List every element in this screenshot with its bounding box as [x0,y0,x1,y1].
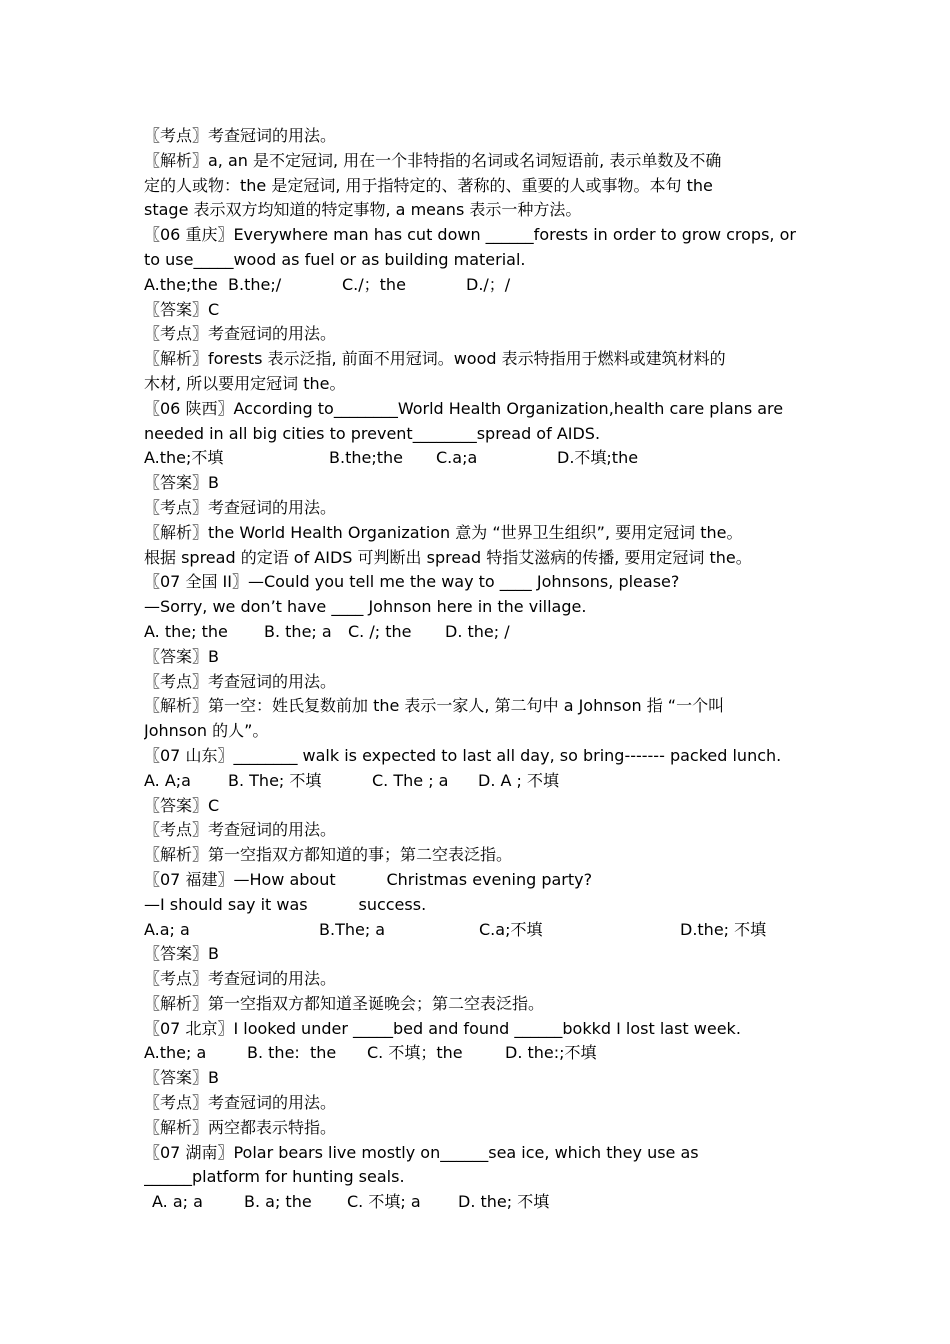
option-a: A.the;不填 [144,448,224,468]
option-c: C. 不填; a [347,1192,421,1212]
text-line: 〖考点〗考查冠词的用法。 [144,126,337,145]
option-a: A.the;the [144,274,218,294]
option-d: D. the; / [445,621,510,641]
question-line: —Sorry, we don’t have ____ Johnson here in the village. [144,597,587,617]
document-body [144,124,814,1215]
question-line: to use_____wood as fuel or as building material. [144,249,526,269]
text-line: stage 表示双方均知道的特定事物, a means 表示一种方法。 [144,200,582,220]
answer-options [144,446,814,471]
answer-line: 〖答案〗B [144,473,219,493]
question-line: 〖06 重庆〗Everywhere man has cut down ______forests in order to grow crops, or [144,225,796,245]
answer-options [144,620,814,645]
answer-options [144,918,814,943]
option-d: D.the; 不填 [680,919,767,939]
option-b: B.The; a [319,919,386,939]
option-b: B. a; the [244,1192,312,1212]
question-line: —I should say it was success. [144,894,427,914]
answer-line: 〖答案〗B [144,646,219,666]
question-line: 〖07 全国 II〗—Could you tell me the way to ____ Johnsons, please? [144,572,680,592]
option-a: A.the; a [144,1043,207,1063]
option-b: B.the;/ [228,274,282,294]
option-d: D. A ; 不填 [478,770,560,790]
question-line: ______platform for hunting seals. [144,1167,405,1187]
option-d: D.不填;the [557,448,639,468]
option-a: A. a; a [152,1192,203,1212]
text-line: 根据 spread 的定语 of AIDS 可判断出 spread 特指艾滋病的传播, 要用定冠词 the。 [144,547,752,567]
text-line: 〖解析〗第一空：姓氏复数前加 the 表示一家人, 第二句中 a Johnson 指 “一个叫 [144,696,725,716]
option-c: C.a;不填 [479,919,543,939]
text-line: Johnson 的人”。 [144,721,269,741]
question-line: 〖07 福建〗—How about Christmas evening party? [144,869,593,889]
text-line: 〖考点〗考查冠词的用法。 [144,1093,337,1113]
option-b: B. the; a [264,621,332,641]
text-line: 木材, 所以要用定冠词 the。 [144,373,346,393]
text-line: 〖考点〗考查冠词的用法。 [144,969,337,989]
option-c: C. /; the [348,621,412,641]
text-line: 〖考点〗考查冠词的用法。 [144,324,337,344]
answer-options [144,769,814,794]
option-d: D. the; 不填 [458,1192,550,1212]
answer-options [144,273,814,298]
question-line: needed in all big cities to prevent________spread of AIDS. [144,423,601,443]
answer-line: 〖答案〗B [144,1068,219,1088]
text-line: 定的人或物：the 是定冠词, 用于指特定的、著称的、重要的人或事物。本句 the [144,175,713,195]
option-b: B.the;the [329,448,403,468]
option-a: A. the; the [144,621,228,641]
text-line: 〖解析〗the World Health Organization 意为 “世界卫生组织”, 要用定冠词 the。 [144,522,743,542]
option-d: D. the:;不填 [505,1043,597,1063]
text-line: 〖考点〗考查冠词的用法。 [144,671,337,691]
text-line: 〖解析〗forests 表示泛指, 前面不用冠词。wood 表示特指用于燃料或建筑材料的 [144,349,726,369]
text-line: 〖解析〗两空都表示特指。 [144,1117,337,1137]
option-a: A. A;a [144,770,191,790]
answer-line: 〖答案〗C [144,299,220,319]
answer-options [144,1190,814,1215]
option-b: B. The; 不填 [228,770,322,790]
answer-line: 〖答案〗C [144,795,220,815]
question-line: 〖07 湖南〗Polar bears live mostly on______sea ice, which they use as [144,1142,699,1162]
option-d: D./；/ [466,274,511,294]
text-line: 〖解析〗第一空指双方都知道的事；第二空表泛指。 [144,845,513,865]
question-line: 〖07 山东〗________ walk is expected to last all day, so bring------- packed lunch. [144,745,782,765]
option-b: B. the: the [247,1043,337,1063]
option-c: C. 不填；the [367,1043,463,1063]
option-c: C.a;a [436,448,478,468]
question-line: 〖06 陕西〗According to________World Health Organization,health care plans are [144,398,784,418]
option-a: A.a; a [144,919,190,939]
text-line: 〖解析〗第一空指双方都知道圣诞晚会；第二空表泛指。 [144,993,545,1013]
answer-line: 〖答案〗B [144,944,219,964]
text-line: 〖考点〗考查冠词的用法。 [144,820,337,840]
option-c: C./；the [342,274,406,294]
answer-options [144,1041,814,1066]
text-line: 〖考点〗考查冠词的用法。 [144,497,337,517]
question-line: 〖07 北京〗I looked under _____bed and found ______bokkd I lost last week. [144,1018,741,1038]
option-c: C. The ; a [372,770,449,790]
text-line: 〖解析〗a, an 是不定冠词, 用在一个非特指的名词或名词短语前, 表示单数及不确 [144,150,722,170]
